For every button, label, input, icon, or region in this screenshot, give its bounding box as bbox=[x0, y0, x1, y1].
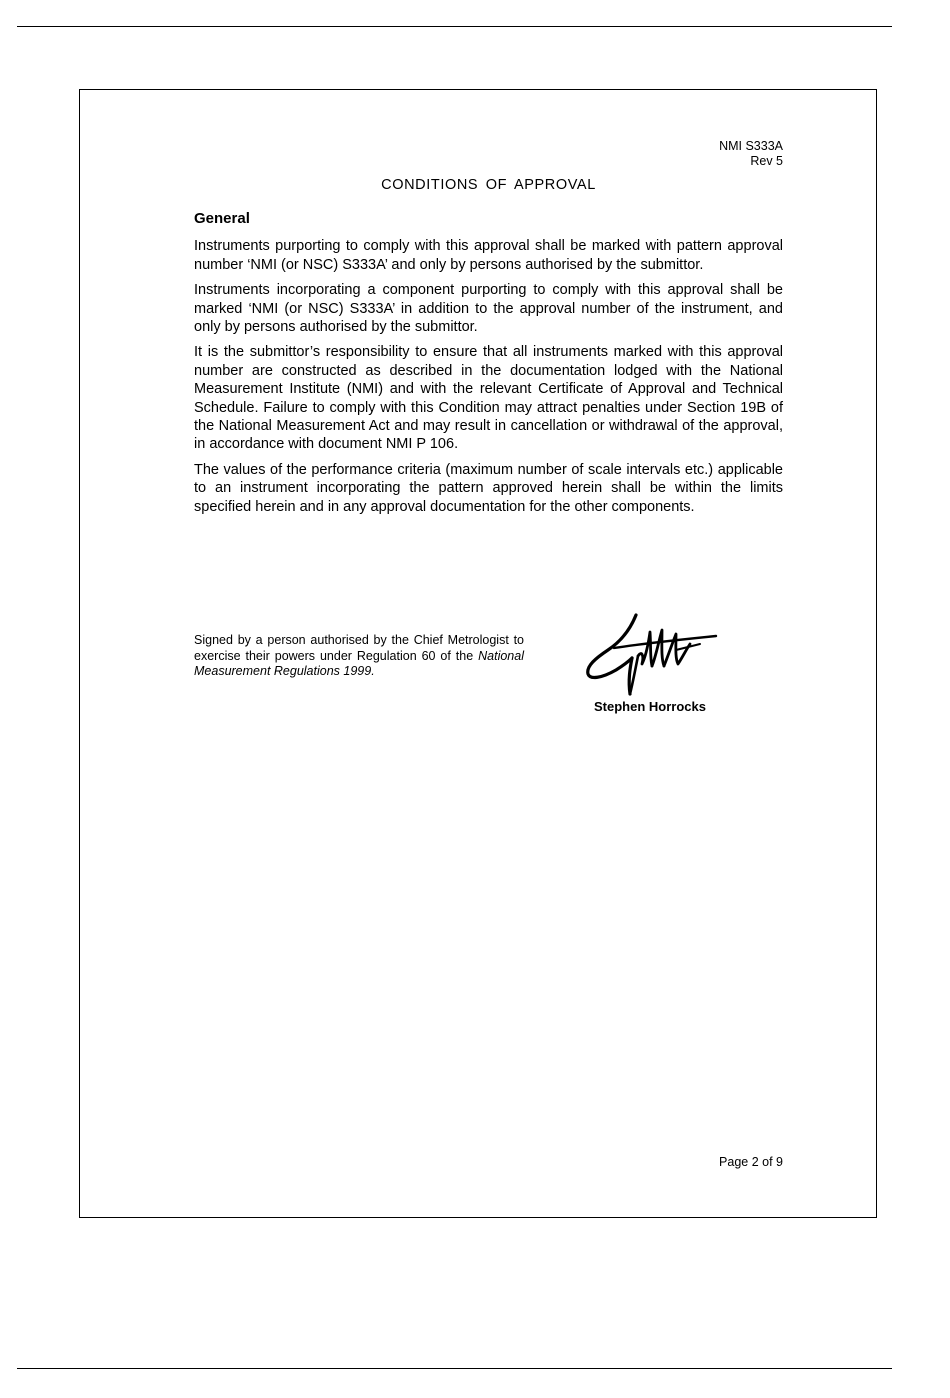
page-heading: CONDITIONS OF APPROVAL bbox=[381, 177, 596, 193]
signer-name: Stephen Horrocks bbox=[594, 699, 706, 714]
paragraph-responsibility: It is the submittor’s responsibility to ensure that all instruments marked with this approval number are constructed as described in the documentation lodged with the National Measurement Institute (NMI) and with the relevant Certificate of Approval and Technical Schedule. Failure to comply with this Condition may attract penalties under Section 19B of the National Measurement Act and may result in cancellation or withdrawal of the approval, in accordance with document NMI P 106. bbox=[194, 344, 783, 453]
document-id bbox=[719, 139, 783, 169]
paragraph-component-marking: Instruments incorporating a component purporting to comply with this approval shall be marked ‘NMI (or NSC) S333A’ in addition to the approval number of the instrument, and only by persons authorised by the submittor. bbox=[194, 282, 783, 336]
signed-note-text: Signed by a person authorised by the Chief Metrologist to exercise their powers under Regulation 60 of the bbox=[194, 633, 524, 663]
document-number: NMI S333A bbox=[719, 139, 783, 153]
handwritten-signature bbox=[580, 610, 720, 700]
top-rule bbox=[17, 26, 892, 27]
bottom-rule bbox=[17, 1368, 892, 1369]
general-section bbox=[194, 210, 783, 523]
section-title: General bbox=[194, 210, 250, 227]
regulation-title: National Measurement Regulations 1999. bbox=[194, 648, 524, 678]
document-revision: Rev 5 bbox=[750, 154, 783, 168]
page-number: Page 2 of 9 bbox=[719, 1155, 783, 1169]
signed-note bbox=[194, 633, 524, 680]
paragraph-marking: Instruments purporting to comply with this approval shall be marked with pattern approval number ‘NMI (or NSC) S333A’ and only by persons authorised by the submittor. bbox=[194, 238, 783, 273]
paragraph-performance-criteria: The values of the performance criteria (maximum number of scale intervals etc.) applicable to an instrument incorporating the pattern approved herein shall be within the limits specified herein and in any approval documentation for the other components. bbox=[194, 461, 783, 515]
